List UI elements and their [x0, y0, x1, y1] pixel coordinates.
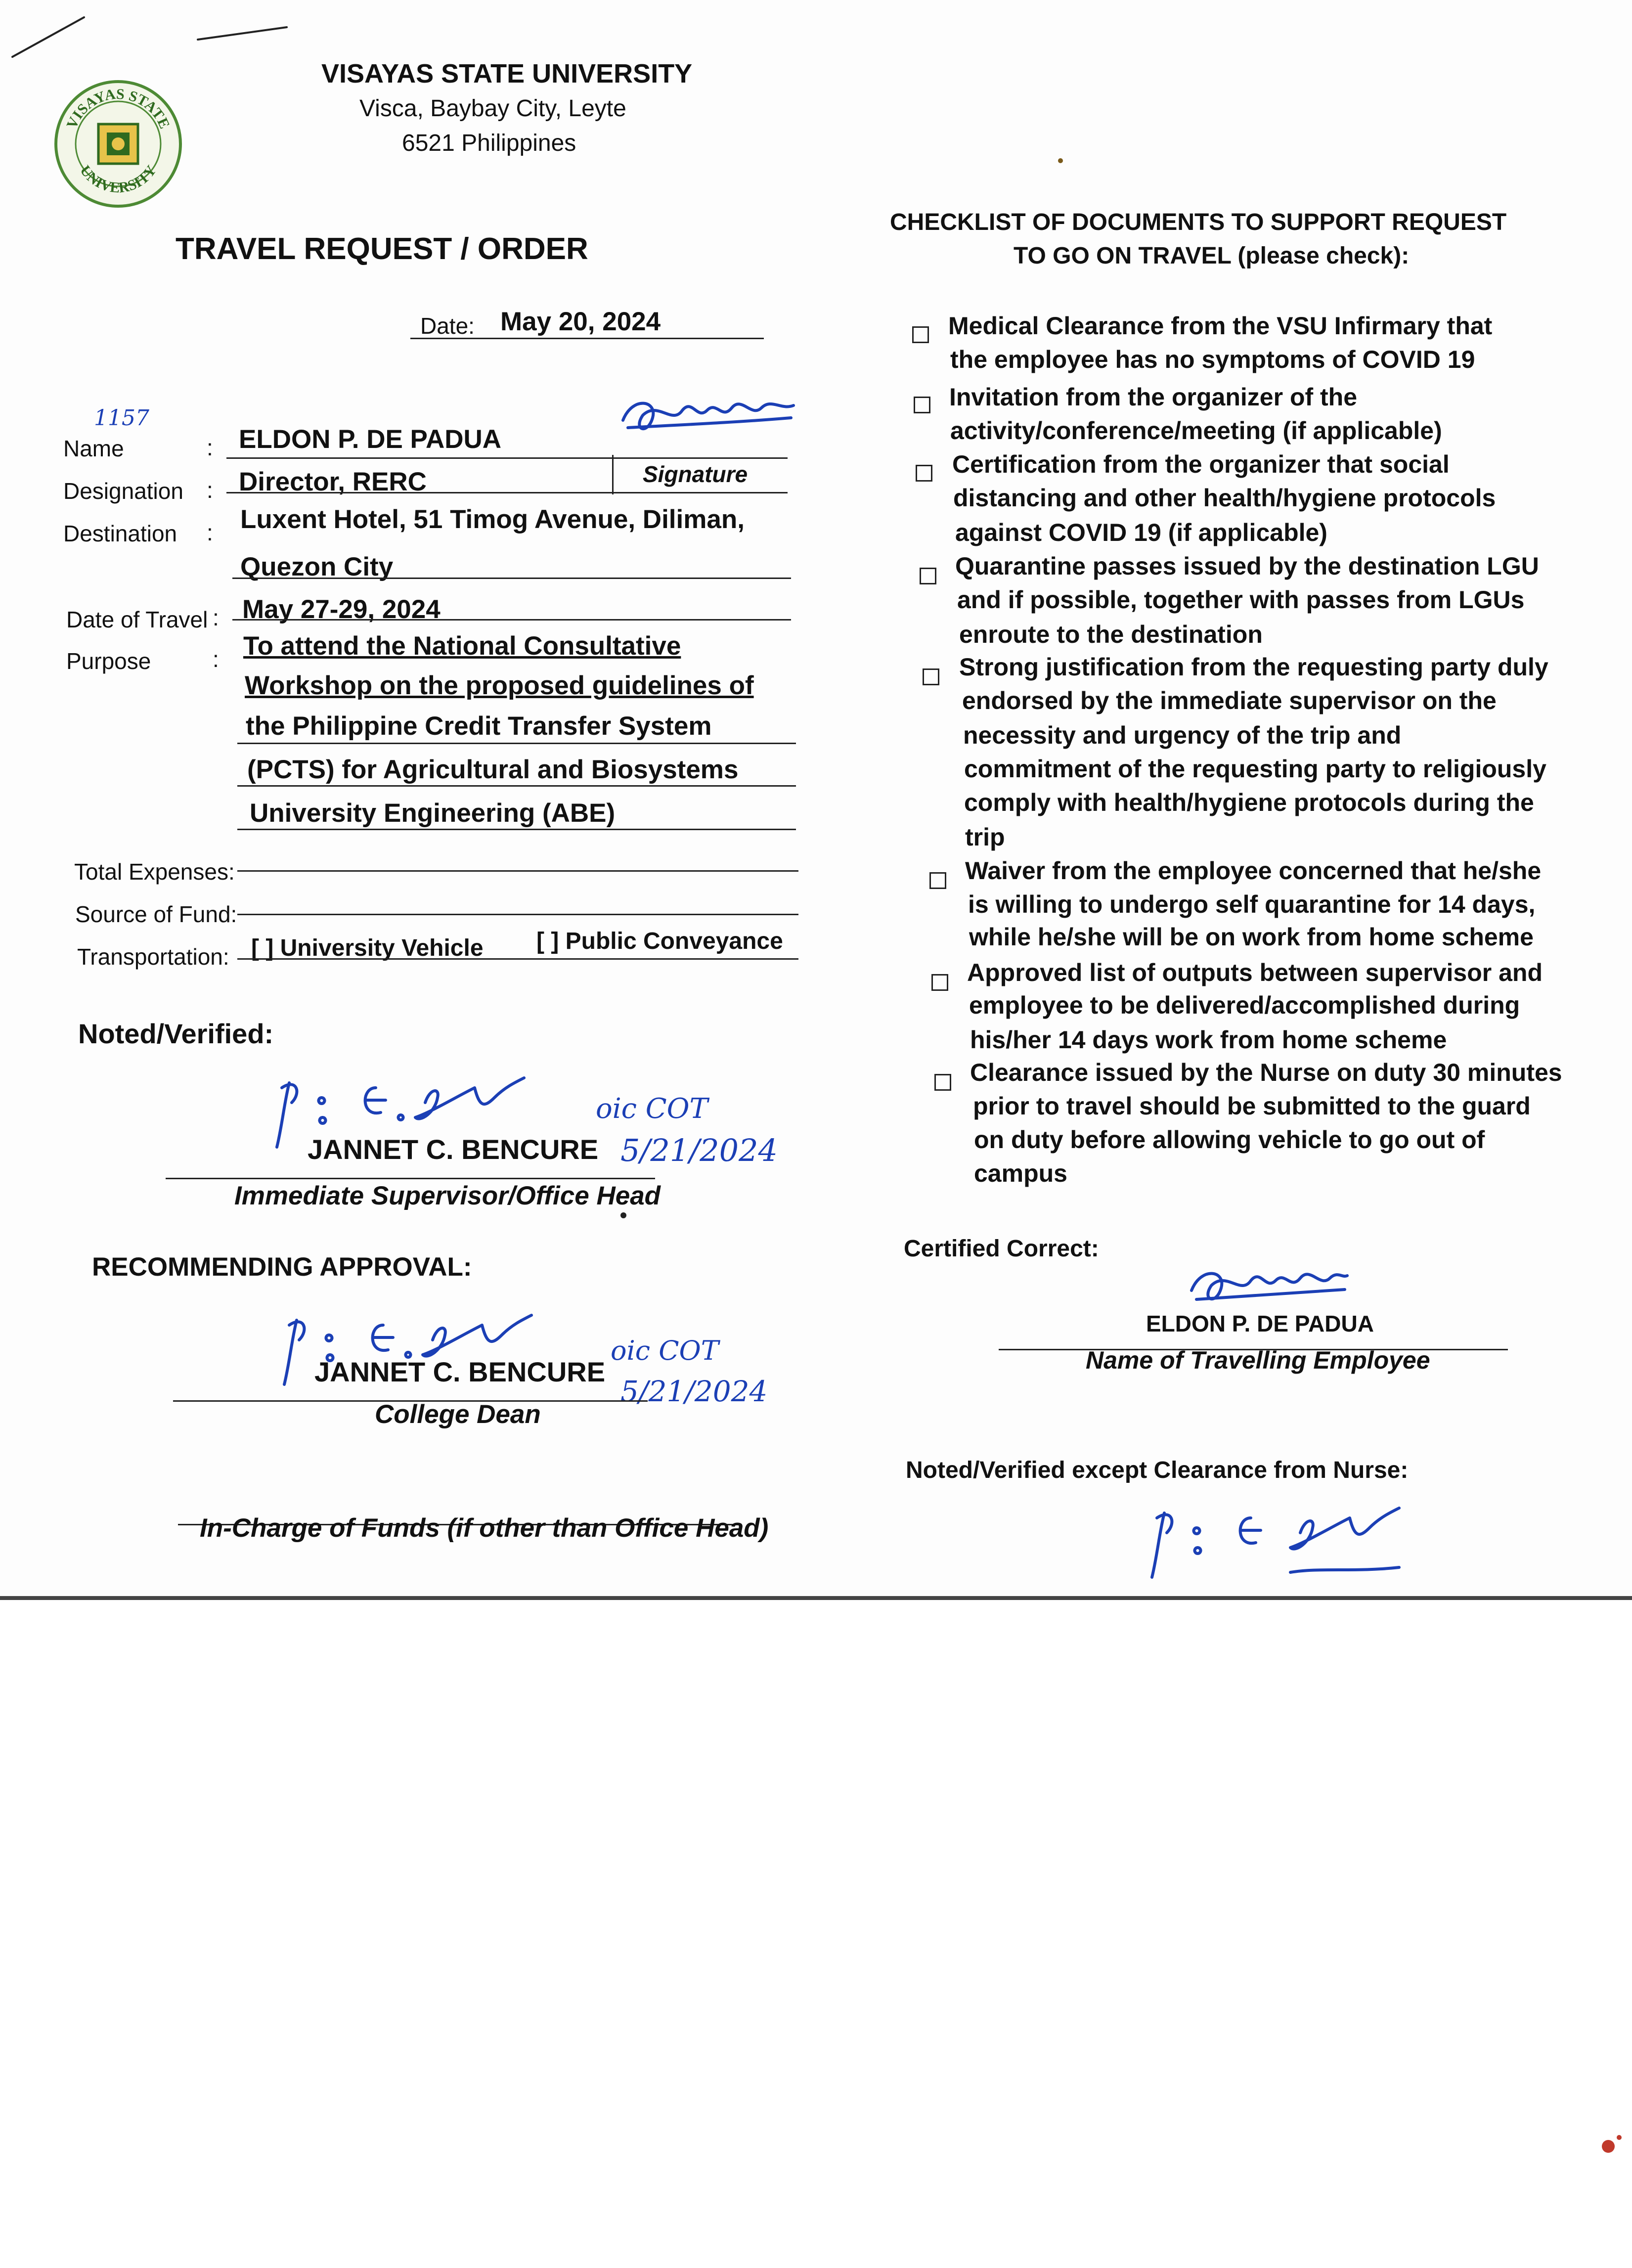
total-expenses-label: Total Expenses: — [74, 859, 235, 885]
checkbox-quarantine-passes[interactable] — [920, 568, 936, 584]
checklist-item-5-line-3: necessity and urgency of the trip and — [963, 721, 1402, 749]
form-title: TRAVEL REQUEST / ORDER — [176, 232, 588, 266]
checklist-item-8-line-2: prior to travel should be submitted to the guard — [973, 1092, 1531, 1120]
red-speck — [1617, 2135, 1622, 2140]
signature-label: Signature — [643, 461, 748, 487]
checklist-item-5-line-5: comply with health/hygiene protocols during the — [964, 789, 1534, 816]
checklist-item-8-line-1: Clearance issued by the Nurse on duty 30 minutes — [970, 1059, 1562, 1086]
checkbox-waiver[interactable] — [929, 872, 946, 889]
checkbox-strong-justification[interactable] — [923, 668, 939, 685]
noted-signatory-role: Immediate Supervisor/Office Head — [234, 1181, 661, 1210]
address-line-2: 6521 Philippines — [402, 130, 576, 156]
recommending-ink-date: 5/21/2024 — [620, 1375, 768, 1408]
scan-page-edge — [0, 1596, 1632, 1600]
checklist-item-5-line-4: commitment of the requesting party to religiously — [964, 755, 1546, 783]
destination-line — [232, 578, 791, 579]
checkbox-medical-clearance[interactable] — [912, 326, 929, 343]
checklist-item-6-line-3: while he/she will be on work from home scheme — [969, 923, 1534, 951]
name-annotation: 1157 — [94, 405, 149, 431]
travel-date-value: May 27-29, 2024 — [242, 595, 441, 624]
university-name: VISAYAS STATE UNIVERSITY — [321, 59, 693, 89]
source-of-fund-label: Source of Fund: — [75, 901, 237, 927]
employee-role: Name of Travelling Employee — [1086, 1346, 1430, 1374]
university-seal — [53, 79, 183, 209]
travel-date-colon: : — [213, 605, 219, 630]
purpose-rule-4 — [237, 785, 796, 787]
transportation-label: Transportation: — [77, 944, 229, 970]
checklist-item-6-line-2: is willing to undergo self quarantine for 14 days, — [968, 890, 1536, 918]
certified-correct-label: Certified Correct: — [904, 1236, 1099, 1262]
name-value: ELDON P. DE PADUA — [239, 425, 502, 454]
checklist-title-line-1: CHECKLIST OF DOCUMENTS TO SUPPORT REQUEST — [890, 209, 1507, 235]
transport-option-university-vehicle[interactable]: [ ] University Vehicle — [251, 935, 484, 961]
travel-date-line — [232, 619, 791, 621]
designation-line — [226, 492, 788, 493]
address-line-1: Visca, Baybay City, Leyte — [359, 95, 626, 122]
employee-name: ELDON P. DE PADUA — [1146, 1311, 1374, 1336]
checklist-item-7-line-2: employee to be delivered/accomplished during — [969, 991, 1520, 1019]
noted-signature-line — [166, 1178, 655, 1179]
noted-verified-label: Noted/Verified: — [78, 1018, 274, 1049]
checklist-item-7-line-1: Approved list of outputs between supervisor and — [967, 959, 1543, 986]
checklist-item-5-line-2: endorsed by the immediate supervisor on the — [962, 687, 1497, 714]
checklist-item-8-line-4: campus — [974, 1159, 1067, 1187]
recommending-signatory-name: JANNET C. BENCURE — [314, 1356, 606, 1387]
purpose-line-5: University Engineering (ABE) — [250, 799, 616, 828]
pen-mark-top-left — [10, 10, 307, 64]
purpose-line-2: Workshop on the proposed guidelines of — [245, 671, 754, 700]
in-charge-of-funds-label: In-Charge of Funds (if other than Office Head) — [200, 1513, 769, 1543]
checklist-item-1-line-1: Medical Clearance from the VSU Infirmary that — [948, 312, 1493, 340]
recommending-ink-oic: oic COT — [611, 1335, 719, 1366]
transportation-line — [237, 958, 798, 960]
designation-label: Designation — [63, 478, 183, 504]
purpose-line-3: the Philippine Credit Transfer System — [246, 712, 712, 741]
destination-colon: : — [207, 520, 213, 545]
transport-option-public-conveyance[interactable]: [ ] Public Conveyance — [536, 928, 783, 954]
date-value: May 20, 2024 — [500, 307, 661, 336]
date-label: Date: — [420, 313, 475, 339]
purpose-colon: : — [213, 646, 219, 672]
designation-colon: : — [207, 477, 213, 503]
noted-ink-date: 5/21/2024 — [620, 1132, 778, 1168]
designation-value: Director, RERC — [239, 467, 427, 496]
source-of-fund-line — [237, 914, 798, 915]
destination-line-2: Quezon City — [240, 552, 394, 581]
noted-ink-oic: oic COT — [596, 1093, 708, 1125]
checklist-item-5-line-1: Strong justification from the requesting party duly — [959, 653, 1548, 681]
seal-text-bottom: UNIVERSITY — [77, 162, 160, 196]
signature-divider — [612, 455, 614, 494]
checklist-item-4-line-3: enroute to the destination — [959, 621, 1263, 648]
name-line — [226, 457, 788, 459]
checklist-item-8-line-3: on duty before allowing vehicle to go out of — [974, 1126, 1485, 1154]
checklist-item-2-line-1: Invitation from the organizer of the — [949, 383, 1358, 411]
checkbox-nurse-clearance[interactable] — [934, 1074, 951, 1091]
destination-label: Destination — [63, 521, 177, 546]
traveller-signature — [613, 391, 801, 450]
purpose-label: Purpose — [66, 648, 151, 674]
checklist-item-5-line-6: trip — [965, 823, 1005, 851]
purpose-line-4: (PCTS) for Agricultural and Biosystems — [247, 755, 739, 784]
recommending-approval-label: RECOMMENDING APPROVAL: — [92, 1252, 472, 1282]
noted-except-label: Noted/Verified except Clearance from Nurse: — [906, 1457, 1409, 1483]
red-speck — [1602, 2140, 1615, 2153]
ink-dot — [620, 1212, 626, 1218]
purpose-rule-5 — [237, 829, 796, 830]
checklist-item-3-line-1: Certification from the organizer that social — [952, 450, 1450, 478]
checklist-item-3-line-2: distancing and other health/hygiene protocols — [953, 484, 1496, 512]
ink-dot — [1058, 158, 1063, 163]
checkbox-approved-outputs[interactable] — [931, 974, 948, 991]
nurse-note-signature — [1142, 1498, 1419, 1582]
checkbox-invitation[interactable] — [914, 397, 930, 413]
checklist-item-4-line-2: and if possible, together with passes from LGUs — [957, 586, 1525, 614]
name-colon: : — [207, 435, 213, 460]
checklist-item-4-line-1: Quarantine passes issued by the destination LGU — [955, 552, 1539, 580]
purpose-rule-3 — [237, 743, 796, 744]
total-expenses-line — [237, 870, 798, 872]
checklist-item-7-line-3: his/her 14 days work from home scheme — [970, 1026, 1447, 1054]
checklist-item-2-line-2: activity/conference/meeting (if applicable) — [950, 417, 1442, 445]
seal-text-top: VISAYAS STATE — [63, 86, 173, 132]
travel-date-label: Date of Travel — [66, 607, 208, 632]
checkbox-certification[interactable] — [916, 465, 932, 482]
destination-line-1: Luxent Hotel, 51 Timog Avenue, Diliman, — [240, 505, 745, 534]
date-line — [410, 338, 764, 339]
checklist-item-1-line-2: the employee has no symptoms of COVID 19 — [950, 346, 1475, 373]
noted-signatory-name: JANNET C. BENCURE — [308, 1134, 599, 1165]
name-label: Name — [63, 436, 124, 461]
checklist-item-6-line-1: Waiver from the employee concerned that he/she — [965, 857, 1542, 885]
checklist-item-3-line-3: against COVID 19 (if applicable) — [955, 519, 1327, 546]
checklist-title-line-2: TO GO ON TRAVEL (please check): — [1014, 243, 1410, 269]
purpose-line-1: To attend the National Consultative — [243, 631, 681, 661]
recommending-signatory-role: College Dean — [375, 1400, 541, 1429]
